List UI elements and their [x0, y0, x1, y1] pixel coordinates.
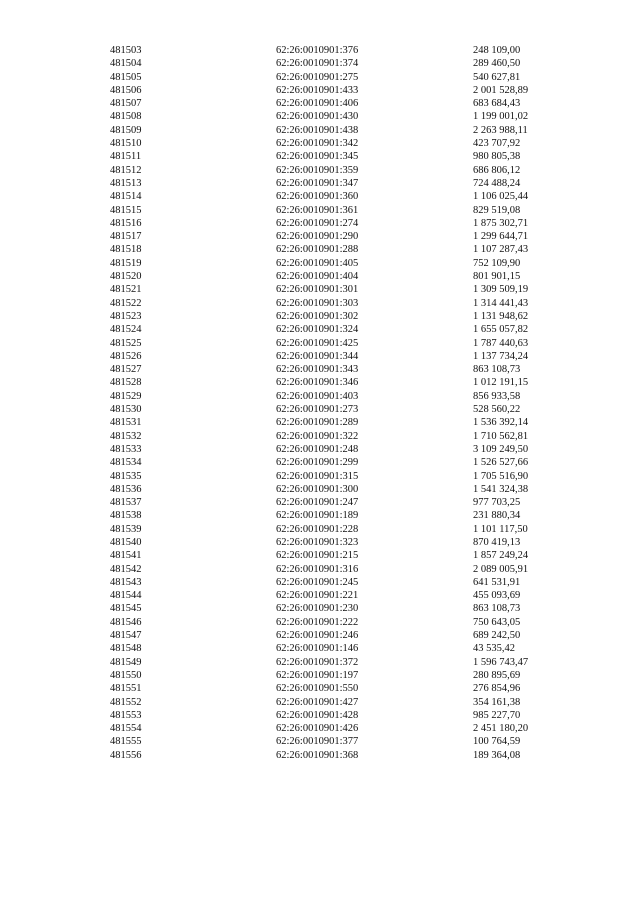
- cadastral-number-cell: 62:26:0010901:374: [276, 58, 359, 70]
- row-number-cell: 481531: [110, 417, 142, 429]
- cadastral-value-cell: 750 643,05: [473, 616, 521, 628]
- cadastral-value-cell: 980 805,38: [473, 151, 521, 163]
- cadastral-value-cell: 289 460,50: [473, 58, 521, 70]
- table-row: [110, 456, 553, 469]
- row-number-cell: 481539: [110, 523, 142, 535]
- row-number-cell: 481528: [110, 377, 142, 389]
- cadastral-number-cell: 62:26:0010901:430: [276, 111, 359, 123]
- cadastral-value-cell: 829 519,08: [473, 204, 521, 216]
- cadastral-number-cell: 62:26:0010901:427: [276, 696, 359, 708]
- cadastral-number-cell: 62:26:0010901:372: [276, 656, 359, 668]
- cadastral-value-cell: 455 093,69: [473, 590, 521, 602]
- cadastral-value-cell: 1 705 516,90: [473, 470, 529, 482]
- table-row: [110, 323, 553, 336]
- cadastral-value-cell: 870 419,13: [473, 536, 521, 548]
- cadastral-number-cell: 62:26:0010901:300: [276, 483, 359, 495]
- cadastral-value-cell: 1 875 302,71: [473, 217, 529, 229]
- cadastral-number-cell: 62:26:0010901:438: [276, 124, 359, 136]
- row-number-cell: 481520: [110, 271, 142, 283]
- table-row: [110, 337, 553, 350]
- row-number-cell: 481510: [110, 138, 142, 150]
- table-row: [110, 390, 553, 403]
- cadastral-number-cell: 62:26:0010901:347: [276, 177, 359, 189]
- table-row: [110, 257, 553, 270]
- row-number-cell: 481543: [110, 576, 142, 588]
- row-number-cell: 481555: [110, 736, 142, 748]
- cadastral-value-cell: 189 364,08: [473, 749, 521, 761]
- cadastral-value-cell: 1 137 734,24: [473, 350, 529, 362]
- row-number-cell: 481514: [110, 191, 142, 203]
- row-number-cell: 481526: [110, 350, 142, 362]
- row-number-cell: 481511: [110, 151, 142, 163]
- cadastral-number-cell: 62:26:0010901:248: [276, 443, 359, 455]
- table-row: [110, 642, 553, 655]
- table-row: [110, 110, 553, 123]
- cadastral-number-cell: 62:26:0010901:302: [276, 310, 359, 322]
- row-number-cell: 481547: [110, 630, 142, 642]
- cadastral-value-cell: 985 227,70: [473, 709, 521, 721]
- cadastral-value-cell: 1 526 527,66: [473, 457, 529, 469]
- table-row: [110, 57, 553, 70]
- cadastral-number-cell: 62:26:0010901:361: [276, 204, 359, 216]
- cadastral-number-cell: 62:26:0010901:322: [276, 430, 359, 442]
- row-number-cell: 481542: [110, 563, 142, 575]
- row-number-cell: 481518: [110, 244, 142, 256]
- cadastral-value-cell: 752 109,90: [473, 257, 521, 269]
- row-number-cell: 481517: [110, 231, 142, 243]
- cadastral-value-cell: 1 199 001,02: [473, 111, 529, 123]
- table-row: [110, 270, 553, 283]
- cadastral-number-cell: 62:26:0010901:221: [276, 590, 359, 602]
- cadastral-value-cell: 43 535,42: [473, 643, 515, 655]
- row-number-cell: 481512: [110, 164, 142, 176]
- table-row: [110, 164, 553, 177]
- cadastral-number-cell: 62:26:0010901:426: [276, 723, 359, 735]
- cadastral-number-cell: 62:26:0010901:316: [276, 563, 359, 575]
- row-number-cell: 481516: [110, 217, 142, 229]
- cadastral-value-cell: 1 857 249,24: [473, 550, 529, 562]
- table-row: [110, 496, 553, 509]
- cadastral-value-cell: 2 089 005,91: [473, 563, 529, 575]
- cadastral-number-cell: 62:26:0010901:376: [276, 45, 359, 56]
- cadastral-value-cell: 528 560,22: [473, 404, 521, 416]
- row-number-cell: 481508: [110, 111, 142, 123]
- cadastral-value-cell: 863 108,73: [473, 364, 521, 376]
- row-number-cell: 481527: [110, 364, 142, 376]
- table-row: [110, 124, 553, 137]
- table-row: [110, 536, 553, 549]
- cadastral-value-cell: 423 707,92: [473, 138, 521, 150]
- table-row: [110, 297, 553, 310]
- table-row: [110, 177, 553, 190]
- cadastral-value-cell: 801 901,15: [473, 271, 521, 283]
- cadastral-number-cell: 62:26:0010901:368: [276, 749, 359, 761]
- cadastral-value-cell: 1 107 287,43: [473, 244, 529, 256]
- row-number-cell: 481536: [110, 483, 142, 495]
- cadastral-number-cell: 62:26:0010901:406: [276, 98, 359, 110]
- row-number-cell: 481541: [110, 550, 142, 562]
- row-number-cell: 481530: [110, 404, 142, 416]
- cadastral-value-cell: 231 880,34: [473, 510, 521, 522]
- cadastral-number-cell: 62:26:0010901:428: [276, 709, 359, 721]
- cadastral-number-cell: 62:26:0010901:273: [276, 404, 359, 416]
- cadastral-value-cell: 1 536 392,14: [473, 417, 529, 429]
- table-row: [110, 150, 553, 163]
- table-body: [110, 44, 553, 762]
- row-number-cell: 481525: [110, 337, 142, 349]
- row-number-cell: 481553: [110, 709, 142, 721]
- table-row: [110, 656, 553, 669]
- table-row: [110, 483, 553, 496]
- cadastral-value-cell: 1 299 644,71: [473, 231, 529, 243]
- table-row: [110, 749, 553, 762]
- cadastral-number-cell: 62:26:0010901:290: [276, 231, 359, 243]
- row-number-cell: 481529: [110, 390, 142, 402]
- cadastral-number-cell: 62:26:0010901:247: [276, 497, 359, 509]
- table-row: [110, 669, 553, 682]
- table-row: [110, 523, 553, 536]
- table-row: [110, 430, 553, 443]
- cadastral-number-cell: 62:26:0010901:222: [276, 616, 359, 628]
- row-number-cell: 481552: [110, 696, 142, 708]
- table-row: [110, 243, 553, 256]
- cadastral-value-cell: 2 451 180,20: [473, 723, 529, 735]
- cadastral-number-cell: 62:26:0010901:360: [276, 191, 359, 203]
- row-number-cell: 481549: [110, 656, 142, 668]
- row-number-cell: 481513: [110, 177, 142, 189]
- table-row: [110, 602, 553, 615]
- cadastral-number-cell: 62:26:0010901:359: [276, 164, 359, 176]
- cadastral-number-cell: 62:26:0010901:550: [276, 683, 359, 695]
- cadastral-number-cell: 62:26:0010901:146: [276, 643, 359, 655]
- table-row: [110, 470, 553, 483]
- cadastral-value-cell: 354 161,38: [473, 696, 521, 708]
- cadastral-value-cell: 276 854,96: [473, 683, 521, 695]
- row-number-cell: 481550: [110, 669, 142, 681]
- row-number-cell: 481545: [110, 603, 142, 615]
- cadastral-number-cell: 62:26:0010901:405: [276, 257, 359, 269]
- cadastral-number-cell: 62:26:0010901:344: [276, 350, 359, 362]
- row-number-cell: 481540: [110, 536, 142, 548]
- cadastral-value-cell: 1 131 948,62: [473, 310, 529, 322]
- table-row: [110, 204, 553, 217]
- row-number-cell: 481503: [110, 45, 142, 56]
- row-number-cell: 481515: [110, 204, 142, 216]
- row-number-cell: 481505: [110, 71, 142, 83]
- cadastral-number-cell: 62:26:0010901:275: [276, 71, 359, 83]
- row-number-cell: 481533: [110, 443, 142, 455]
- row-number-cell: 481504: [110, 58, 142, 70]
- table-row: [110, 509, 553, 522]
- row-number-cell: 481509: [110, 124, 142, 136]
- row-number-cell: 481506: [110, 84, 142, 96]
- table-row: [110, 71, 553, 84]
- row-number-cell: 481535: [110, 470, 142, 482]
- cadastral-value-cell: 683 684,43: [473, 98, 521, 110]
- table-row: [110, 44, 553, 57]
- cadastral-value-cell: 1 541 324,38: [473, 483, 529, 495]
- cadastral-number-cell: 62:26:0010901:289: [276, 417, 359, 429]
- cadastral-value-cell: 1 655 057,82: [473, 324, 529, 336]
- cadastral-value-cell: 1 787 440,63: [473, 337, 529, 349]
- table-row: [110, 137, 553, 150]
- cadastral-value-cell: 2 263 988,11: [473, 124, 528, 136]
- row-number-cell: 481524: [110, 324, 142, 336]
- table-row: [110, 735, 553, 748]
- table-row: [110, 283, 553, 296]
- table-row: [110, 443, 553, 456]
- table-row: [110, 230, 553, 243]
- table-row: [110, 84, 553, 97]
- cadastral-number-cell: 62:26:0010901:425: [276, 337, 359, 349]
- cadastral-value-table: [110, 44, 553, 762]
- cadastral-value-cell: 686 806,12: [473, 164, 521, 176]
- table-row: [110, 363, 553, 376]
- cadastral-value-cell: 689 242,50: [473, 630, 521, 642]
- cadastral-value-cell: 1 309 509,19: [473, 284, 529, 296]
- row-number-cell: 481534: [110, 457, 142, 469]
- row-number-cell: 481507: [110, 98, 142, 110]
- table-row: [110, 310, 553, 323]
- row-number-cell: 481546: [110, 616, 142, 628]
- row-number-cell: 481537: [110, 497, 142, 509]
- table-row: [110, 709, 553, 722]
- cadastral-value-cell: 863 108,73: [473, 603, 521, 615]
- cadastral-value-cell: 540 627,81: [473, 71, 521, 83]
- cadastral-value-cell: 2 001 528,89: [473, 84, 529, 96]
- cadastral-number-cell: 62:26:0010901:342: [276, 138, 359, 150]
- cadastral-number-cell: 62:26:0010901:324: [276, 324, 359, 336]
- row-number-cell: 481521: [110, 284, 142, 296]
- cadastral-value-cell: 641 531,91: [473, 576, 521, 588]
- cadastral-value-cell: 977 703,25: [473, 497, 521, 509]
- cadastral-value-cell: 280 895,69: [473, 669, 521, 681]
- cadastral-value-cell: 1 596 743,47: [473, 656, 529, 668]
- row-number-cell: 481556: [110, 749, 142, 761]
- cadastral-value-cell: 1 314 441,43: [473, 297, 529, 309]
- cadastral-number-cell: 62:26:0010901:433: [276, 84, 359, 96]
- cadastral-value-cell: 724 488,24: [473, 177, 521, 189]
- row-number-cell: 481544: [110, 590, 142, 602]
- cadastral-number-cell: 62:26:0010901:343: [276, 364, 359, 376]
- cadastral-number-cell: 62:26:0010901:377: [276, 736, 359, 748]
- cadastral-number-cell: 62:26:0010901:315: [276, 470, 359, 482]
- cadastral-number-cell: 62:26:0010901:197: [276, 669, 359, 681]
- cadastral-value-cell: 856 933,58: [473, 390, 521, 402]
- table-row: [110, 217, 553, 230]
- table-row: [110, 403, 553, 416]
- row-number-cell: 481522: [110, 297, 142, 309]
- cadastral-number-cell: 62:26:0010901:274: [276, 217, 359, 229]
- row-number-cell: 481532: [110, 430, 142, 442]
- cadastral-number-cell: 62:26:0010901:301: [276, 284, 359, 296]
- cadastral-number-cell: 62:26:0010901:230: [276, 603, 359, 615]
- cadastral-number-cell: 62:26:0010901:404: [276, 271, 359, 283]
- table-row: [110, 350, 553, 363]
- table-row: [110, 416, 553, 429]
- cadastral-number-cell: 62:26:0010901:323: [276, 536, 359, 548]
- row-number-cell: 481548: [110, 643, 142, 655]
- cadastral-number-cell: 62:26:0010901:345: [276, 151, 359, 163]
- row-number-cell: 481551: [110, 683, 142, 695]
- cadastral-number-cell: 62:26:0010901:299: [276, 457, 359, 469]
- cadastral-value-cell: 1 710 562,81: [473, 430, 529, 442]
- table-row: [110, 616, 553, 629]
- table-row: [110, 629, 553, 642]
- cadastral-value-cell: 1 101 117,50: [473, 523, 528, 535]
- cadastral-number-cell: 62:26:0010901:303: [276, 297, 359, 309]
- table-row: [110, 376, 553, 389]
- row-number-cell: 481519: [110, 257, 142, 269]
- cadastral-number-cell: 62:26:0010901:215: [276, 550, 359, 562]
- cadastral-number-cell: 62:26:0010901:245: [276, 576, 359, 588]
- table-row: [110, 589, 553, 602]
- table-row: [110, 696, 553, 709]
- table-row: [110, 549, 553, 562]
- cadastral-value-cell: 3 109 249,50: [473, 443, 529, 455]
- table-row: [110, 563, 553, 576]
- cadastral-number-cell: 62:26:0010901:189: [276, 510, 359, 522]
- cadastral-number-cell: 62:26:0010901:288: [276, 244, 359, 256]
- cadastral-number-cell: 62:26:0010901:403: [276, 390, 359, 402]
- cadastral-value-cell: 1 106 025,44: [473, 191, 529, 203]
- table-row: [110, 576, 553, 589]
- cadastral-number-cell: 62:26:0010901:346: [276, 377, 359, 389]
- cadastral-value-cell: 100 764,59: [473, 736, 521, 748]
- table-row: [110, 722, 553, 735]
- table-row: [110, 682, 553, 695]
- table-row: [110, 97, 553, 110]
- row-number-cell: 481523: [110, 310, 142, 322]
- cadastral-value-cell: 1 012 191,15: [473, 377, 529, 389]
- table-row: [110, 190, 553, 203]
- row-number-cell: 481538: [110, 510, 142, 522]
- cadastral-number-cell: 62:26:0010901:228: [276, 523, 359, 535]
- row-number-cell: 481554: [110, 723, 142, 735]
- cadastral-number-cell: 62:26:0010901:246: [276, 630, 359, 642]
- cadastral-value-cell: 248 109,00: [473, 45, 521, 56]
